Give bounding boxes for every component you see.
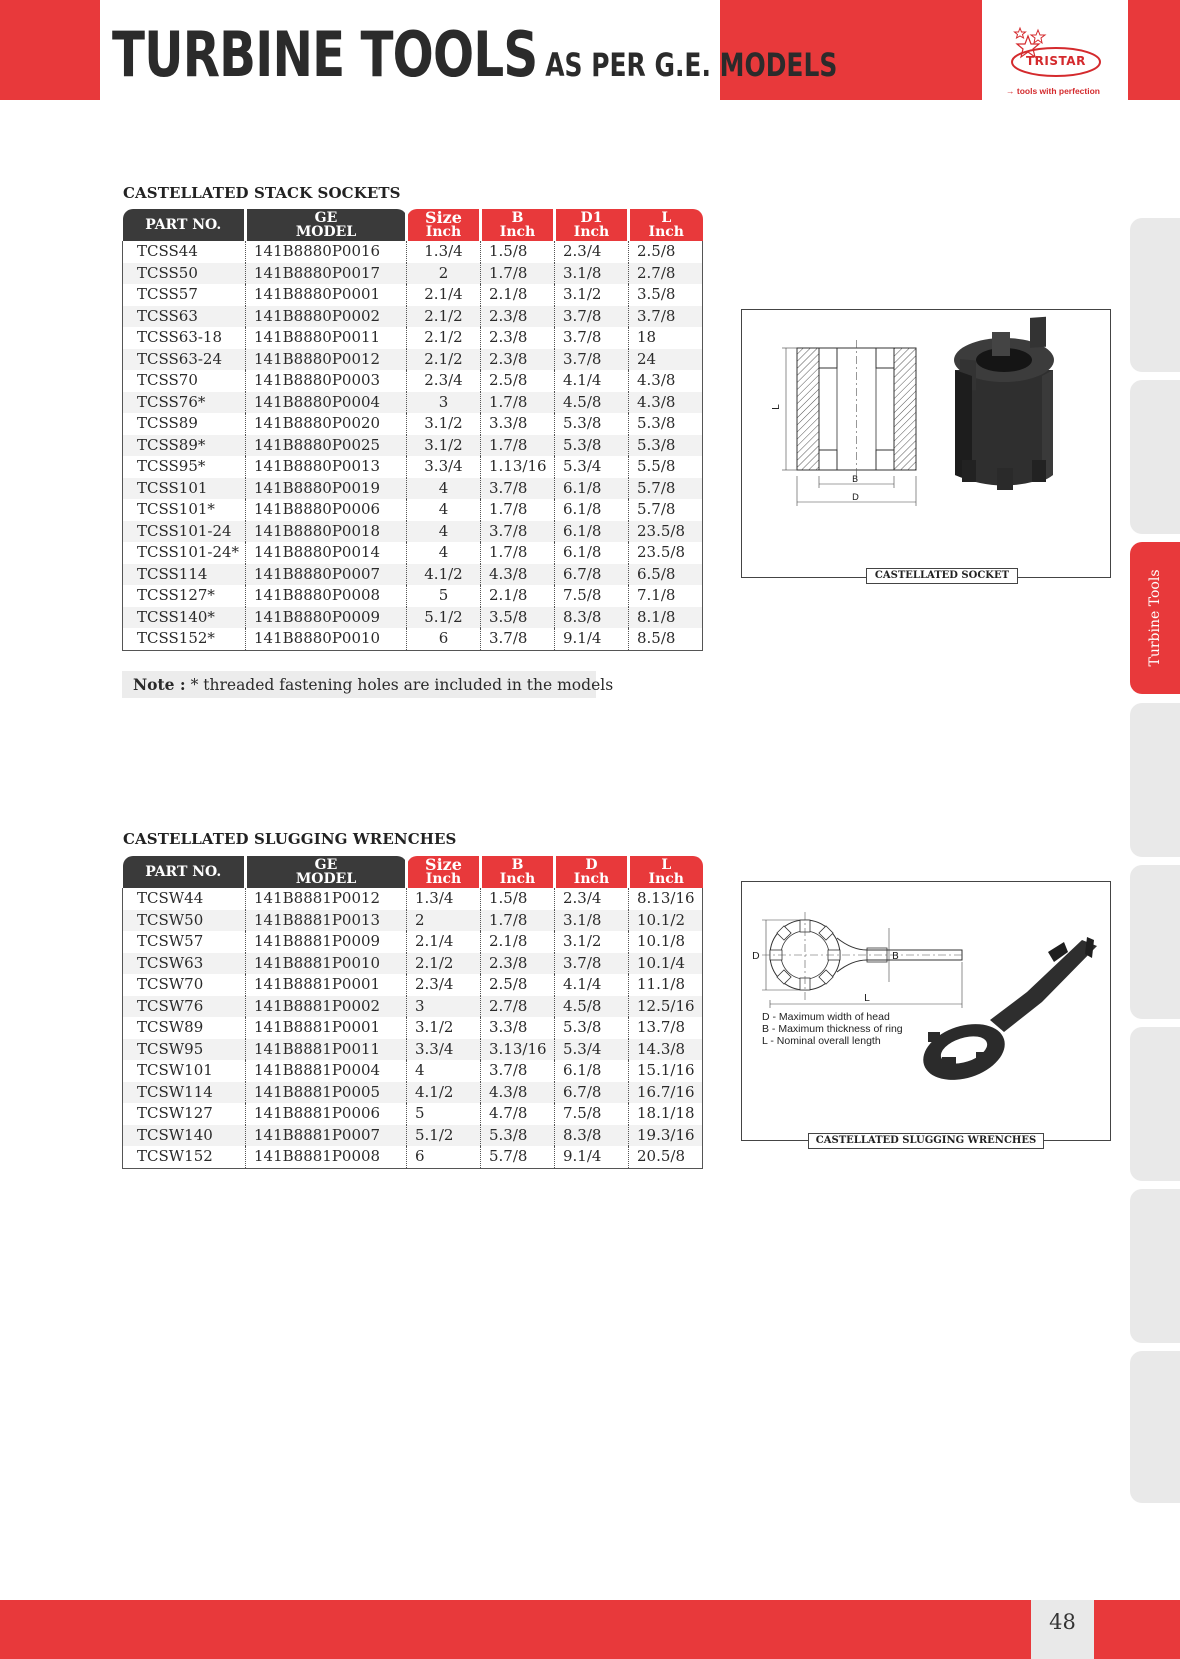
table-cell: TCSW63 (123, 953, 246, 975)
column-header-l: L Inch (629, 856, 703, 888)
table-cell: 2.3/8 (481, 953, 555, 975)
table-cell: 141B8881P0008 (246, 1146, 407, 1168)
table-cell: 141B8880P0010 (246, 628, 407, 650)
wrench-dimension-l: L (864, 993, 870, 1004)
table-cell: 2.3/8 (481, 349, 555, 371)
table-cell: 23.5/8 (629, 542, 703, 564)
side-tab-4[interactable] (1130, 703, 1180, 857)
socket-dimension-l: L (771, 404, 782, 410)
wrench-legend-b: B - Maximum thickness of ring (762, 1023, 903, 1035)
footer-bar (0, 1600, 1180, 1659)
table-cell: 2.3/8 (481, 306, 555, 328)
table-cell: TCSS101 (123, 478, 246, 500)
table-cell: 4 (407, 521, 481, 543)
column-header-d1: D1 Inch (555, 209, 629, 241)
table-row (123, 306, 703, 328)
table-cell: 9.1/4 (555, 1146, 629, 1168)
table-cell: 6.1/8 (555, 1060, 629, 1082)
slugging-wrench-figure (741, 881, 1111, 1141)
table-cell: 141B8881P0011 (246, 1039, 407, 1061)
table-cell: TCSW101 (137, 1061, 213, 1080)
table-row (123, 910, 703, 932)
column-header-ge-model: GE MODEL (246, 856, 407, 888)
table-cell: 7.5/8 (555, 1103, 629, 1125)
table-cell: 5.5/8 (629, 456, 703, 478)
page-title (112, 18, 837, 91)
page-title-main: TURBINE TOOLS (112, 18, 538, 91)
table-cell: 1.7/8 (481, 542, 555, 564)
table-cell: 2 (407, 910, 481, 932)
table-cell: 141B8881P0007 (246, 1125, 407, 1147)
table-cell: 5.3/4 (555, 1039, 629, 1061)
table-row (123, 1125, 703, 1147)
table-row (123, 564, 703, 586)
table-cell: 4.7/8 (481, 1103, 555, 1125)
table-cell: 141B8880P0001 (246, 284, 407, 306)
table-cell: 1.7/8 (481, 910, 555, 932)
column-header-l: L Inch (629, 209, 703, 241)
table-cell: TCSW95 (123, 1039, 246, 1061)
table-cell: 5.1/2 (407, 1125, 481, 1147)
table-cell: 3.1/2 (407, 1017, 481, 1039)
socket-dimension-d: D (852, 493, 859, 503)
table-cell: 5.3/8 (629, 413, 703, 435)
table-cell: 14.3/8 (629, 1039, 703, 1061)
table-cell: 2 (407, 263, 481, 285)
table-row (123, 478, 703, 500)
header-red-block-edge (1128, 0, 1180, 100)
table-cell: 3.3/8 (481, 1017, 555, 1039)
wrenches-table-body (123, 888, 703, 1168)
table-cell: 2.1/8 (481, 585, 555, 607)
table-cell: 15.1/16 (629, 1060, 703, 1082)
wrenches-table-header (123, 856, 703, 888)
column-header-b: B Inch (481, 209, 555, 241)
header-red-block-left (0, 0, 100, 100)
table-cell: 4 (407, 542, 481, 564)
table-cell: TCSW114 (123, 1082, 246, 1104)
table-cell: 6 (407, 1146, 481, 1168)
slugging-wrench-caption: CASTELLATED SLUGGING WRENCHES (808, 1133, 1044, 1149)
table-cell: 2.1/4 (407, 931, 481, 953)
table-cell: 7.5/8 (555, 585, 629, 607)
slugging-wrench-drawing-icon (742, 882, 1110, 1140)
table-cell: 4.1/2 (407, 564, 481, 586)
table-cell: TCSS76* (123, 392, 246, 414)
column-header-part-no: PART NO. (123, 209, 246, 241)
table-cell: TCSS101-24* (137, 543, 240, 562)
table-cell: 2.5/8 (481, 974, 555, 996)
table-cell: TCSS114 (123, 564, 246, 586)
table-cell: 1.13/16 (481, 456, 555, 478)
table-cell: TCSW127 (137, 1104, 213, 1123)
wrench-legend-d: D - Maximum width of head (762, 1011, 890, 1023)
tristar-logo (1006, 22, 1116, 100)
table-cell: 4.3/8 (481, 1082, 555, 1104)
table-cell: 4.1/4 (555, 370, 629, 392)
logo-name: TRISTAR (1026, 54, 1086, 68)
table-cell: 141B8881P0009 (246, 931, 407, 953)
table-cell: 3.7/8 (555, 349, 629, 371)
table-row (123, 996, 703, 1018)
wrenches-section-title: CASTELLATED SLUGGING WRENCHES (123, 830, 457, 848)
table-cell: 141B8880P0014 (246, 542, 407, 564)
wrench-dimension-d: D (752, 951, 760, 962)
table-cell: 16.7/16 (629, 1082, 703, 1104)
table-cell: 3.13/16 (481, 1039, 555, 1061)
table-cell: 2.1/2 (407, 327, 481, 349)
table-cell: 12.5/16 (629, 996, 703, 1018)
table-row (123, 585, 703, 607)
page-number: 48 (1031, 1600, 1094, 1659)
sockets-table-body (123, 241, 703, 650)
table-cell: 141B8880P0025 (246, 435, 407, 457)
table-cell: 141B8880P0017 (246, 263, 407, 285)
table-cell: 19.3/16 (629, 1125, 703, 1147)
table-cell: 8.5/8 (629, 628, 703, 650)
table-cell: TCSW152 (123, 1146, 246, 1168)
sockets-table-header (123, 209, 703, 241)
table-cell: TCSS89 (137, 414, 198, 433)
wrench-dimension-b: B (892, 951, 899, 962)
table-cell: 3.7/8 (481, 521, 555, 543)
wrench-legend-l: L - Nominal overall length (762, 1035, 881, 1047)
table-cell: TCSS101-24 (123, 521, 246, 543)
table-cell: TCSW140 (123, 1125, 246, 1147)
table-cell: 6.7/8 (555, 1082, 629, 1104)
table-cell: 2.1/2 (407, 306, 481, 328)
logo-emblem-icon (1006, 22, 1116, 84)
table-cell: 13.7/8 (629, 1017, 703, 1039)
table-cell: 5.3/8 (481, 1125, 555, 1147)
note-box (122, 671, 614, 698)
table-cell: 10.1/8 (629, 931, 703, 953)
table-row (123, 241, 703, 263)
table-row (123, 888, 703, 910)
table-cell: 141B8881P0013 (246, 910, 407, 932)
table-cell: 5.3/8 (629, 435, 703, 457)
table-cell: TCSW57 (137, 932, 204, 951)
table-cell: 3.1/2 (555, 284, 629, 306)
table-cell: 3.1/2 (407, 435, 481, 457)
side-tab-2[interactable] (1130, 380, 1180, 534)
table-cell: 141B8880P0019 (246, 478, 407, 500)
table-cell: 4 (407, 478, 481, 500)
table-cell: 23.5/8 (629, 521, 703, 543)
table-cell: 5 (407, 585, 481, 607)
column-header-ge-model: GE MODEL (246, 209, 407, 241)
table-row (123, 1060, 703, 1082)
table-row (123, 327, 703, 349)
table-cell: 141B8880P0009 (246, 607, 407, 629)
table-cell: 5.3/4 (555, 456, 629, 478)
table-cell: 3.7/8 (481, 478, 555, 500)
table-cell: TCSS50 (123, 263, 246, 285)
table-row (123, 974, 703, 996)
table-cell: 5.3/8 (555, 1017, 629, 1039)
table-cell: 18.1/18 (629, 1103, 703, 1125)
column-header-d: D Inch (555, 856, 629, 888)
table-cell: TCSS95* (137, 457, 206, 476)
table-cell: TCSS57 (137, 285, 198, 304)
table-cell: 5.3/8 (555, 435, 629, 457)
table-cell: 5.1/2 (407, 607, 481, 629)
table-cell: 24 (629, 349, 703, 371)
table-row (123, 349, 703, 371)
table-row (123, 542, 703, 564)
note-label: Note : (133, 675, 186, 694)
table-cell: 3.7/8 (481, 628, 555, 650)
table-cell: 3.1/2 (407, 413, 481, 435)
side-tab-1[interactable] (1130, 218, 1180, 372)
side-tab-7[interactable] (1130, 1189, 1180, 1343)
table-cell: 7.1/8 (629, 585, 703, 607)
table-cell: TCSS140* (123, 607, 246, 629)
table-cell: 141B8880P0011 (246, 327, 407, 349)
table-row (123, 370, 703, 392)
table-cell: 141B8880P0003 (246, 370, 407, 392)
table-row (123, 607, 703, 629)
socket-photo-icon (954, 317, 1054, 490)
table-cell: TCSS63-18 (137, 328, 223, 347)
table-cell: 4.5/8 (555, 392, 629, 414)
table-cell: 1.3/4 (407, 241, 481, 263)
table-row (123, 1082, 703, 1104)
table-cell: 4 (407, 1060, 481, 1082)
table-row (123, 628, 703, 650)
table-cell: 4 (407, 499, 481, 521)
table-cell: 141B8880P0016 (246, 241, 407, 263)
table-cell: 5.7/8 (481, 1146, 555, 1168)
table-cell: 141B8880P0002 (246, 306, 407, 328)
table-cell: 9.1/4 (555, 628, 629, 650)
table-cell: 11.1/8 (629, 974, 703, 996)
table-cell: 2.1/8 (481, 284, 555, 306)
table-cell: 2.3/4 (555, 241, 629, 263)
table-row (123, 1017, 703, 1039)
table-cell: 8.3/8 (555, 1125, 629, 1147)
table-cell: 141B8880P0018 (246, 521, 407, 543)
table-row (123, 284, 703, 306)
table-cell: 5.7/8 (629, 499, 703, 521)
table-cell: 6 (407, 628, 481, 650)
table-cell: 6.1/8 (555, 499, 629, 521)
page-title-sub: AS PER G.E. MODELS (545, 46, 838, 84)
table-cell: 1.3/4 (407, 888, 481, 910)
table-cell: 2.3/4 (407, 974, 481, 996)
table-cell: 3.3/8 (481, 413, 555, 435)
table-row (123, 413, 703, 435)
table-cell: 141B8881P0002 (246, 996, 407, 1018)
table-cell: 2.7/8 (481, 996, 555, 1018)
wrenches-table (122, 856, 703, 1169)
side-tab-turbine-tools[interactable] (1130, 542, 1180, 694)
table-cell: 141B8881P0001 (246, 1017, 407, 1039)
castellated-socket-caption: CASTELLATED SOCKET (866, 568, 1018, 584)
table-cell: 2.3/4 (407, 370, 481, 392)
table-cell: 3.3/4 (407, 456, 481, 478)
table-row (123, 435, 703, 457)
table-cell: TCSS89* (123, 435, 246, 457)
table-row (123, 1146, 703, 1168)
table-cell: 6.1/8 (555, 521, 629, 543)
table-cell: 141B8881P0012 (246, 888, 407, 910)
table-cell: 10.1/4 (629, 953, 703, 975)
column-header-b: B Inch (481, 856, 555, 888)
table-cell: 141B8880P0013 (246, 456, 407, 478)
table-cell: 1.7/8 (481, 392, 555, 414)
table-cell: 4.3/8 (629, 392, 703, 414)
table-cell: 141B8881P0001 (246, 974, 407, 996)
castellated-socket-figure (741, 309, 1111, 578)
table-cell: TCSS63 (123, 306, 246, 328)
side-tab-6[interactable] (1130, 1027, 1180, 1181)
table-cell: 3.5/8 (481, 607, 555, 629)
table-cell: 141B8880P0012 (246, 349, 407, 371)
table-cell: 3.1/8 (555, 263, 629, 285)
table-cell: 8.1/8 (629, 607, 703, 629)
column-header-part-no: PART NO. (123, 856, 246, 888)
table-cell: TCSW76 (123, 996, 246, 1018)
side-tab-5[interactable] (1130, 865, 1180, 1019)
table-cell: 3.1/8 (555, 910, 629, 932)
table-cell: 1.7/8 (481, 263, 555, 285)
table-cell: 141B8880P0007 (246, 564, 407, 586)
castellated-socket-drawing-icon (742, 310, 1110, 577)
table-cell: 3.1/2 (555, 931, 629, 953)
table-cell: 2.1/2 (407, 349, 481, 371)
table-cell: 5.3/8 (555, 413, 629, 435)
table-row (123, 263, 703, 285)
table-cell: TCSS63-24 (123, 349, 246, 371)
table-cell: TCSS101* (137, 500, 215, 519)
table-cell: 1.5/8 (481, 888, 555, 910)
table-cell: TCSW50 (123, 910, 246, 932)
table-cell: 2.3/4 (555, 888, 629, 910)
table-cell: 8.13/16 (629, 888, 703, 910)
table-cell: 141B8881P0005 (246, 1082, 407, 1104)
table-cell: TCSW44 (137, 889, 204, 908)
table-cell: 141B8881P0010 (246, 953, 407, 975)
table-cell: TCSS127* (137, 586, 215, 605)
table-row (123, 1103, 703, 1125)
table-row (123, 953, 703, 975)
table-cell: TCSS44 (137, 242, 198, 261)
table-cell: 6.7/8 (555, 564, 629, 586)
table-cell: 2.1/2 (407, 953, 481, 975)
table-cell: 3.7/8 (555, 306, 629, 328)
socket-dimension-b: B (852, 475, 859, 485)
table-cell: 3.5/8 (629, 284, 703, 306)
table-cell: 4.1/2 (407, 1082, 481, 1104)
table-cell: 4.3/8 (481, 564, 555, 586)
table-cell: 3.7/8 (629, 306, 703, 328)
table-cell: 5 (407, 1103, 481, 1125)
table-cell: 6.1/8 (555, 542, 629, 564)
table-cell: 2.5/8 (481, 370, 555, 392)
table-cell: 3.7/8 (555, 327, 629, 349)
table-cell: 141B8881P0006 (246, 1103, 407, 1125)
table-cell: 3 (407, 392, 481, 414)
table-cell: 8.3/8 (555, 607, 629, 629)
table-cell: 5.7/8 (629, 478, 703, 500)
sockets-table (122, 209, 703, 651)
table-cell: 2.1/4 (407, 284, 481, 306)
table-cell: 2.7/8 (629, 263, 703, 285)
sockets-section-title: CASTELLATED STACK SOCKETS (123, 184, 401, 202)
table-cell: TCSS70 (137, 371, 198, 390)
table-cell: 1.7/8 (481, 499, 555, 521)
table-cell: 141B8880P0008 (246, 585, 407, 607)
side-tab-8[interactable] (1130, 1351, 1180, 1503)
table-row (123, 1039, 703, 1061)
table-cell: TCSW70 (137, 975, 204, 994)
table-cell: TCSW89 (137, 1018, 204, 1037)
table-cell: 2.1/8 (481, 931, 555, 953)
table-cell: TCSS152* (123, 628, 246, 650)
table-row (123, 521, 703, 543)
table-row (123, 499, 703, 521)
table-cell: 3.7/8 (481, 1060, 555, 1082)
table-cell: 20.5/8 (629, 1146, 703, 1168)
table-cell: 4.5/8 (555, 996, 629, 1018)
column-header-size: Size Inch (407, 209, 481, 241)
table-cell: 2.5/8 (629, 241, 703, 263)
note-text: * threaded fastening holes are included in the models (190, 676, 614, 694)
table-cell: 3.7/8 (555, 953, 629, 975)
table-row (123, 456, 703, 478)
table-cell: 141B8881P0004 (246, 1060, 407, 1082)
table-cell: 1.7/8 (481, 435, 555, 457)
column-header-size: Size Inch (407, 856, 481, 888)
table-cell: 2.3/8 (481, 327, 555, 349)
table-cell: 141B8880P0020 (246, 413, 407, 435)
table-row (123, 392, 703, 414)
table-cell: 6.5/8 (629, 564, 703, 586)
logo-tagline: → tools with perfection (1006, 86, 1100, 96)
table-cell: 141B8880P0006 (246, 499, 407, 521)
table-cell: 141B8880P0004 (246, 392, 407, 414)
table-cell: 4.3/8 (629, 370, 703, 392)
table-cell: 3.3/4 (407, 1039, 481, 1061)
table-row (123, 931, 703, 953)
side-tab-label: Turbine Tools (1147, 569, 1163, 667)
table-cell: 3 (407, 996, 481, 1018)
table-cell: 10.1/2 (629, 910, 703, 932)
table-cell: 1.5/8 (481, 241, 555, 263)
table-cell: 6.1/8 (555, 478, 629, 500)
table-cell: 4.1/4 (555, 974, 629, 996)
table-cell: 18 (629, 327, 703, 349)
